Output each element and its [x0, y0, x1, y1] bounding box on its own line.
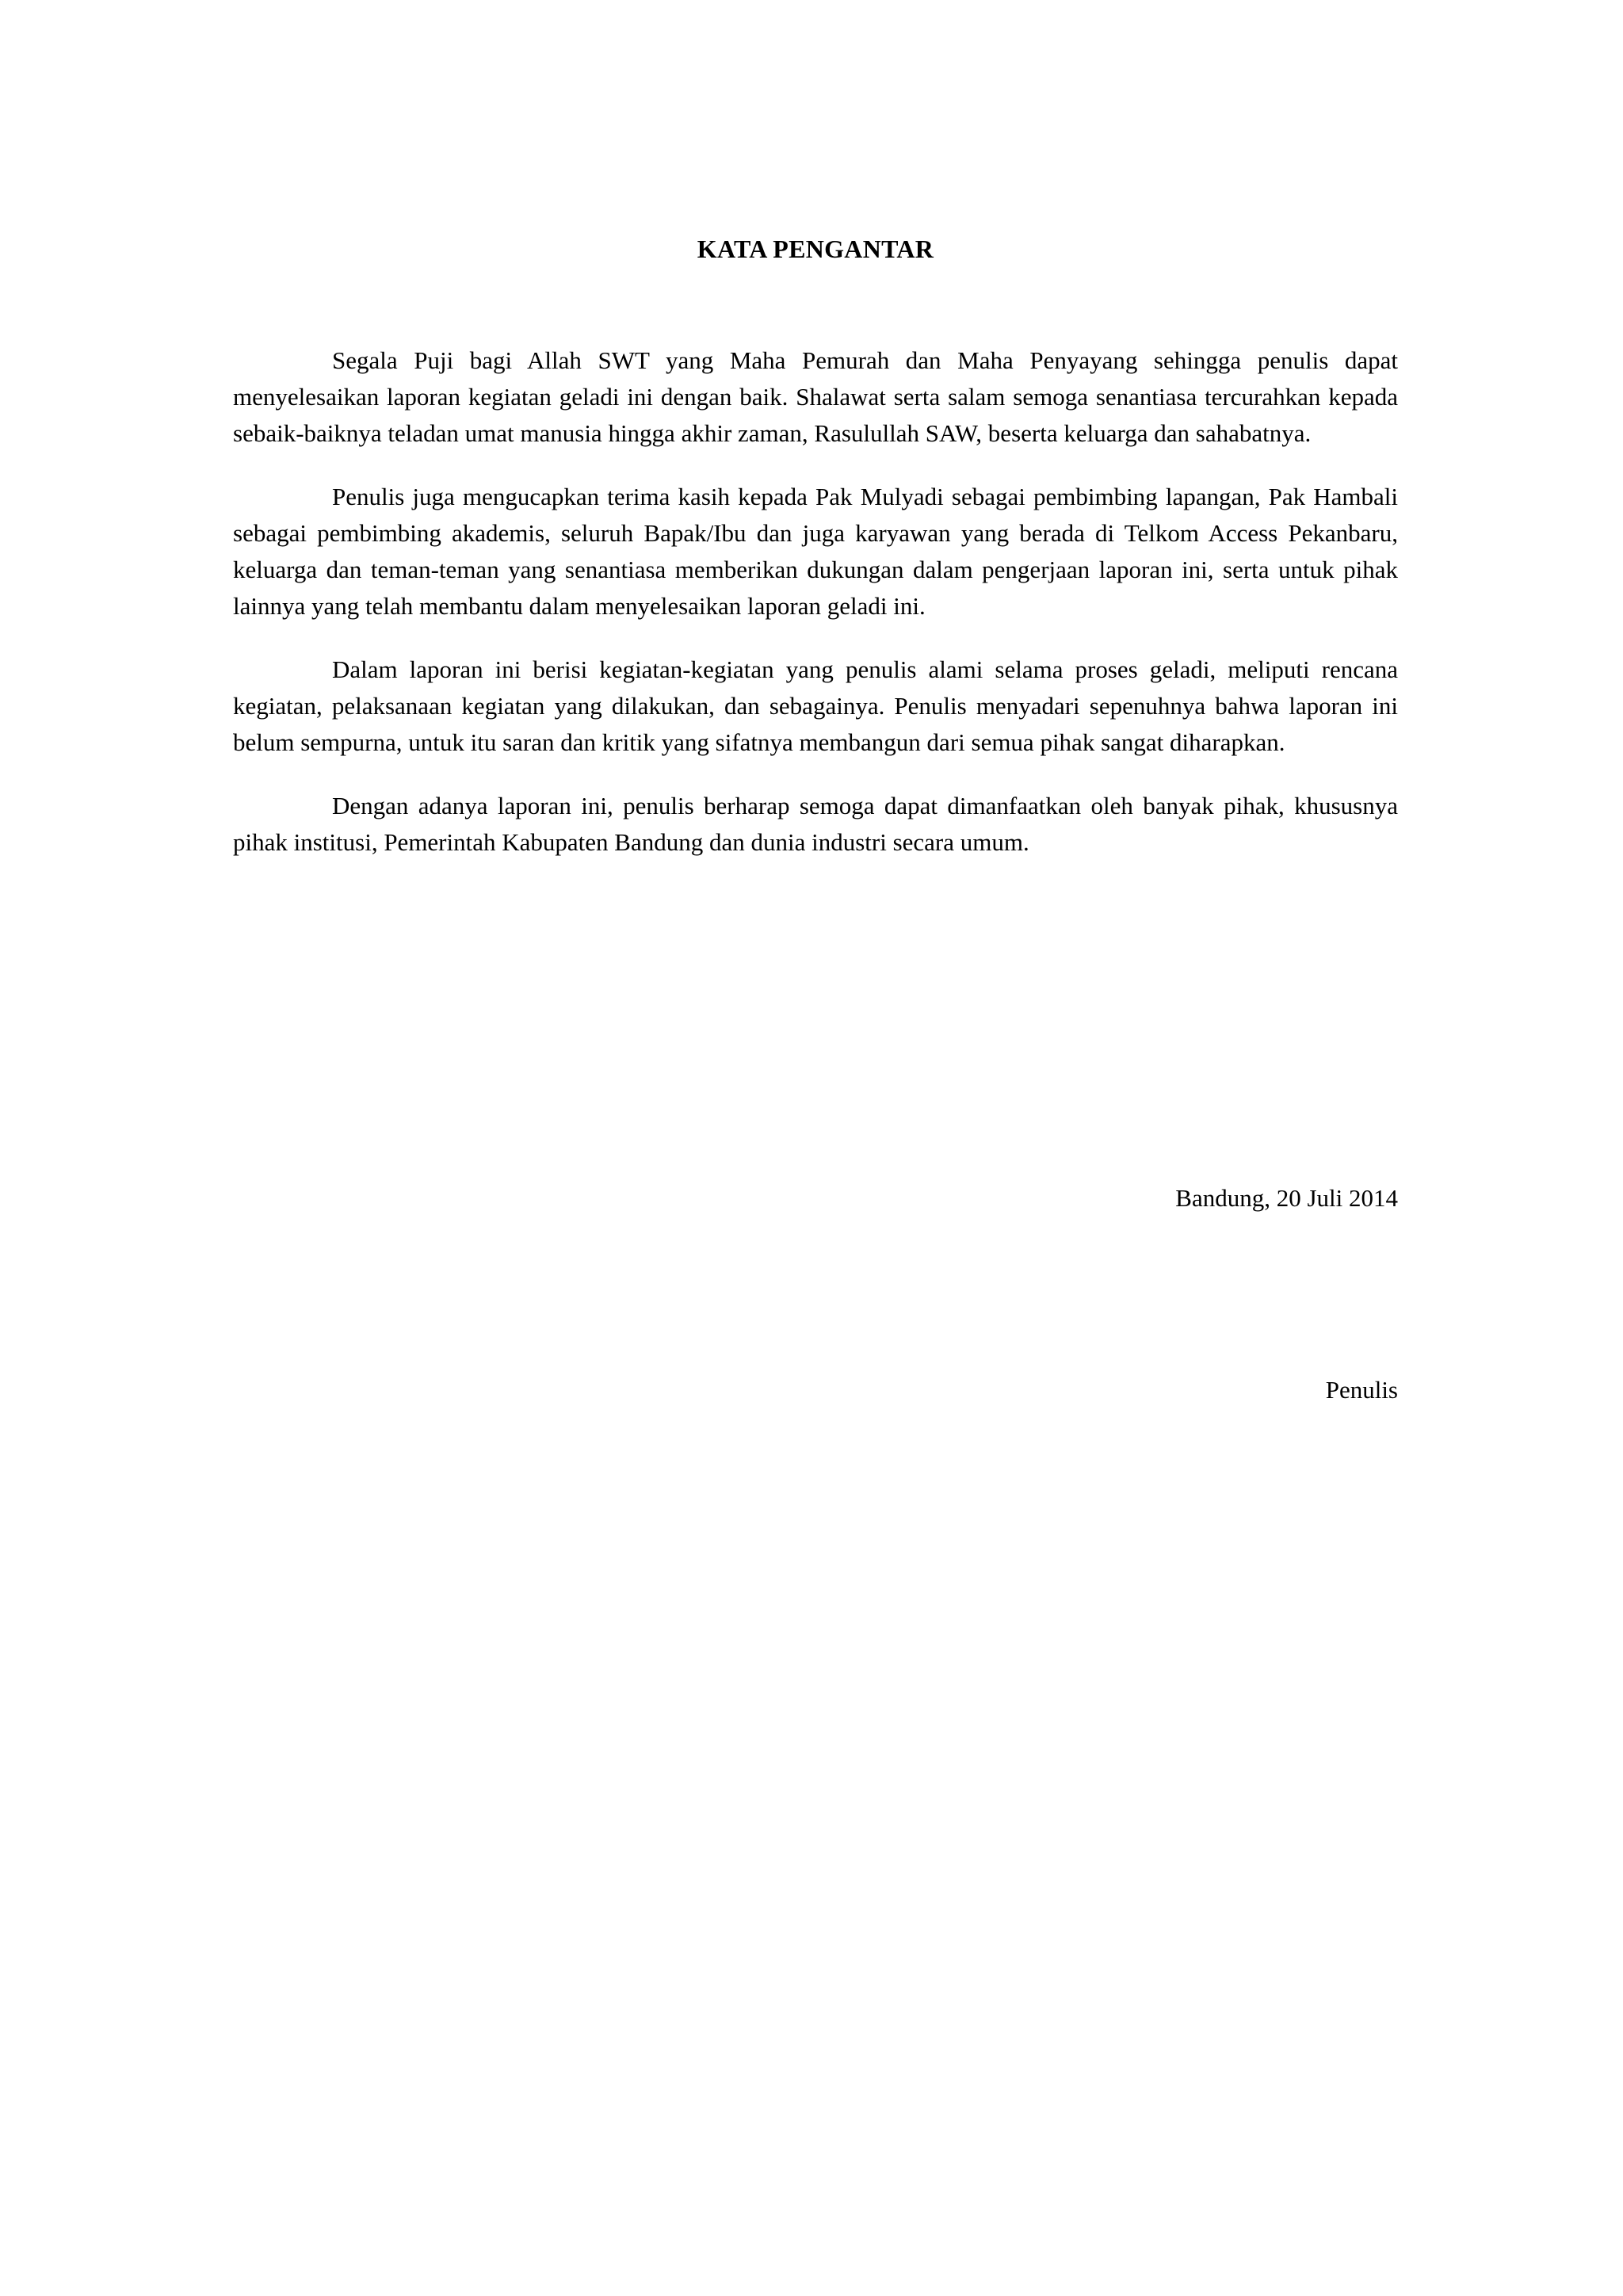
paragraph-contents: Dalam laporan ini berisi kegiatan-kegiatan yang penulis alami selama proses geladi, meliputi rencana kegiatan, pelaksanaan kegiatan yang dilakukan, dan sebagainya. Penulis menyadari sepenuhnya bahwa laporan ini belum sempurna, untuk itu saran dan kritik yang sifatnya membangun dari semua pihak sangat diharapkan.: [233, 655, 1398, 756]
paragraph-acknowledgements: Penulis juga mengucapkan terima kasih kepada Pak Mulyadi sebagai pembimbing lapangan, Pak Hambali sebagai pembimbing akademis, seluruh Bapak/Ibu dan juga karyawan yang berada di Telkom Access Pekanbaru, keluarga dan teman-teman yang senantiasa memberikan dukungan dalam pengerjaan laporan ini, serta untuk pihak lainnya yang telah membantu dalam menyelesaikan laporan geladi ini.: [233, 483, 1398, 620]
place-date: Bandung, 20 Juli 2014: [1175, 1184, 1398, 1212]
paragraph-closing: Dengan adanya laporan ini, penulis berharap semoga dapat dimanfaatkan oleh banyak pihak, khususnya pihak institusi, Pemerintah Kabupaten Bandung dan dunia industri secara umum.: [233, 792, 1398, 856]
paragraph-opening: Segala Puji bagi Allah SWT yang Maha Pemurah dan Maha Penyayang sehingga penulis dapat menyelesaikan laporan kegiatan geladi ini dengan baik. Shalawat serta salam semoga senantiasa tercurahkan kepada sebaik-baiknya teladan umat manusia hingga akhir zaman, Rasulullah SAW, beserta keluarga dan sahabatnya.: [233, 346, 1398, 447]
page-title: KATA PENGANTAR: [697, 235, 934, 263]
author-signature: Penulis: [1325, 1376, 1398, 1404]
body-text: [233, 342, 1398, 888]
